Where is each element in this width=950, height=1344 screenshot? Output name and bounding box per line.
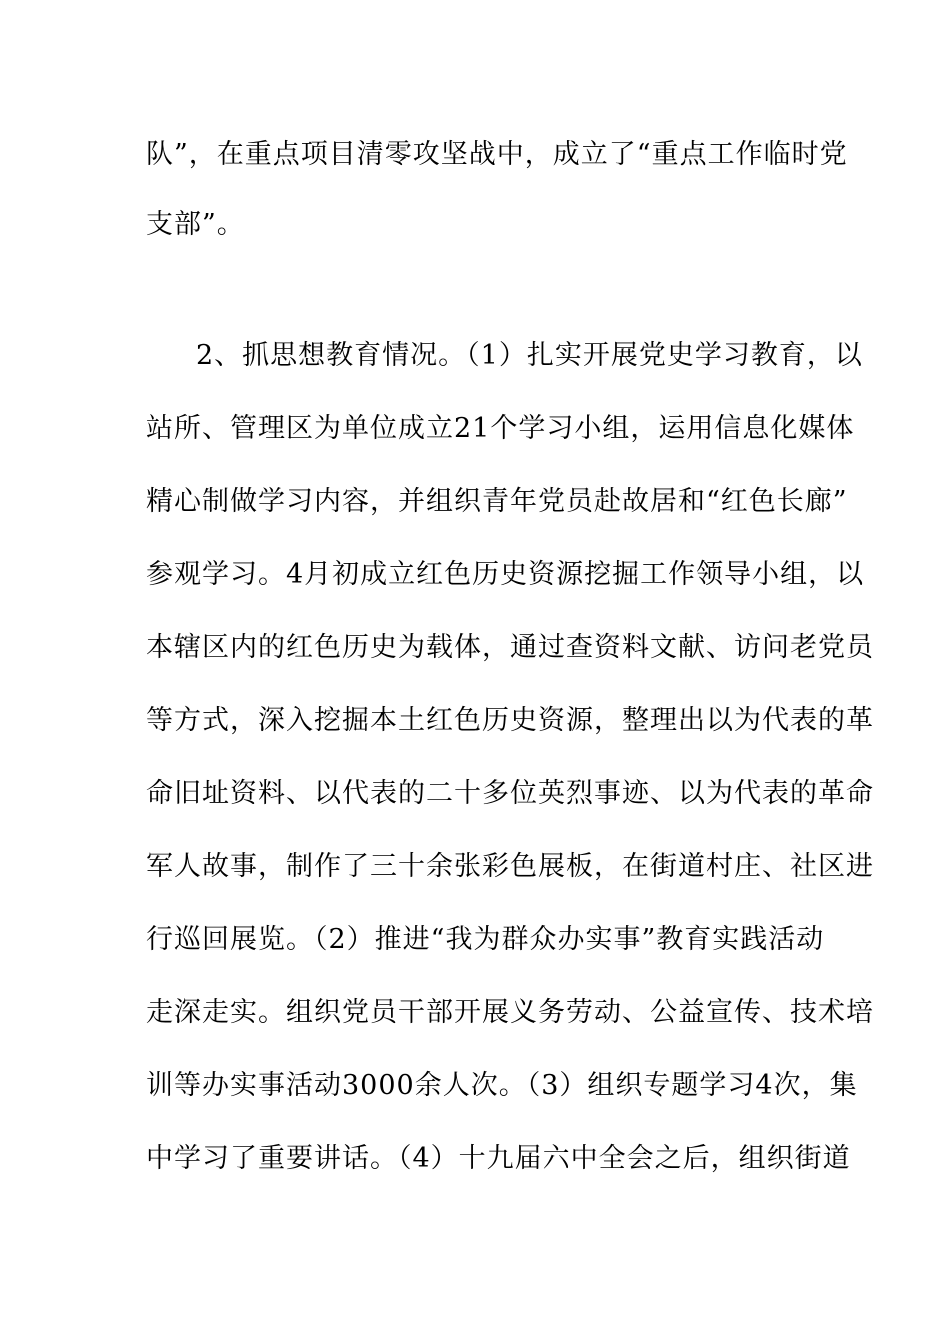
paragraph-2-line-2: 站所、管理区为单位成立21个学习小组，运用信息化媒体 [146, 413, 855, 444]
paragraph-2-line-8: 军人故事，制作了三十余张彩色展板，在街道村庄、社区进 [146, 851, 874, 882]
paragraph-1-line-1: 队”，在重点项目清零攻坚战中，成立了“重点工作临时党 [146, 139, 848, 170]
paragraph-2-line-10: 走深走实。组织党员干部开展义务劳动、公益宣传、技术培 [146, 997, 874, 1028]
paragraph-2-line-1: 2、抓思想教育情况。（1）扎实开展党史学习教育，以 [196, 340, 863, 371]
paragraph-2-line-9: 行巡回展览。（2）推进“我为群众办实事”教育实践活动 [146, 924, 825, 955]
paragraph-2-line-5: 本辖区内的红色历史为载体，通过查资料文献、访问老党员 [146, 632, 874, 663]
paragraph-1-line-2: 支部”。 [146, 209, 245, 240]
paragraph-2-line-11: 训等办实事活动3000余人次。（3）组织专题学习4次，集 [146, 1070, 858, 1101]
paragraph-2-line-12: 中学习了重要讲话。（4）十九届六中全会之后，组织街道 [146, 1143, 851, 1174]
paragraph-2-line-4: 参观学习。4月初成立红色历史资源挖掘工作领导小组，以 [146, 559, 865, 590]
paragraph-2-line-7: 命旧址资料、以代表的二十多位英烈事迹、以为代表的革命 [146, 778, 874, 809]
paragraph-2-line-6: 等方式，深入挖掘本土红色历史资源，整理出以为代表的革 [146, 705, 874, 736]
paragraph-2-line-3: 精心制做学习内容，并组织青年党员赴故居和“红色长廊” [146, 486, 848, 517]
